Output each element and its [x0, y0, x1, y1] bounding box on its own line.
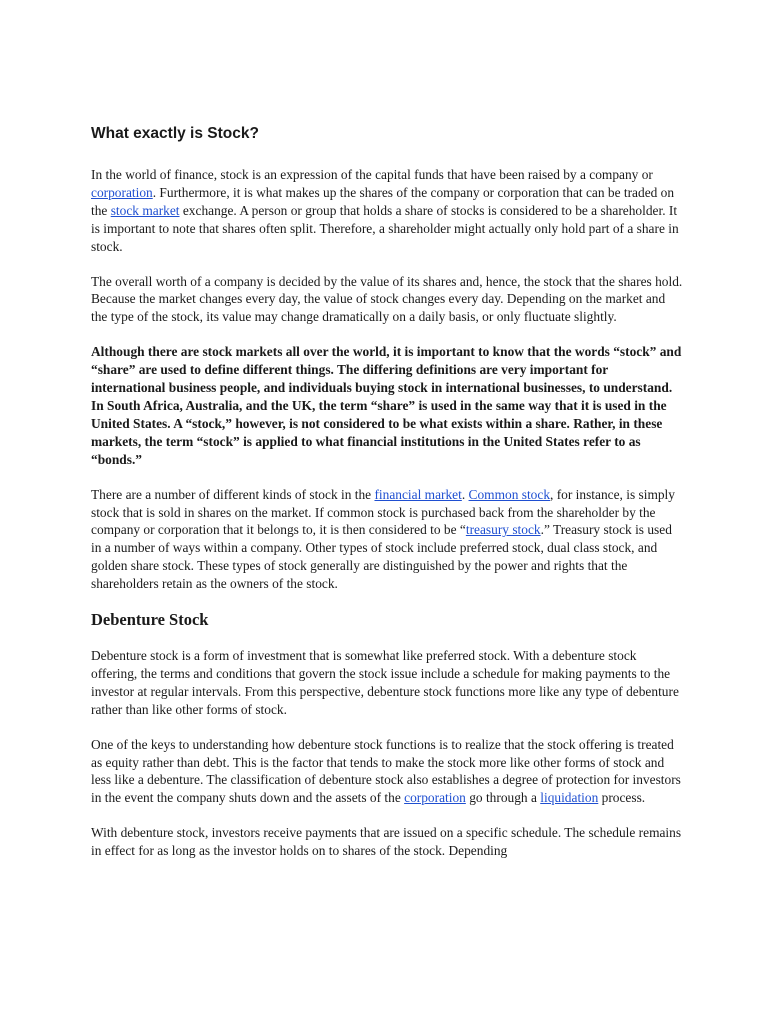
- paragraph-4-text-c: , for instance, is simply stock that is sold in shares on the market. If common stock is purchased back from the shareholder by the company or corporation that it belongs to, it is then considered to be “: [91, 486, 675, 538]
- paragraph-4-text-b: .: [461, 486, 469, 502]
- paragraph-4-text-d: .” Treasury stock is used in a number of ways within a company. Other types of stock include preferred stock, dual class stock, and golden share stock. These types of stock generally are distinguished by the power and rights that the shareholders retain as the owners of the stock.: [91, 522, 672, 592]
- paragraph-6-text-b: go through a: [465, 790, 541, 806]
- link-treasury-stock[interactable]: treasury stock: [465, 522, 541, 538]
- paragraph-5: Debenture stock is a form of investment that is somewhat like preferred stock. With a debenture stock offering, the terms and conditions that govern the stock issue include a schedule for making payments to the investor at regular intervals. From this perspective, debenture stock functions more like any type of debenture rather than like other forms of stock.: [91, 648, 679, 717]
- link-stock-market[interactable]: stock market: [110, 202, 180, 218]
- paragraph-2: The overall worth of a company is decided by the value of its shares and, hence, the stock that the shares hold. Because the market changes every day, the value of stock changes every day. Depending on the market and the type of the stock, its value may change dramatically on a daily basis, or only fluctuate slightly.: [91, 273, 683, 325]
- article-body: [91, 125, 683, 877]
- link-common-stock[interactable]: Common stock: [468, 486, 551, 502]
- paragraph-4-text-a: There are a number of different kinds of stock in the: [91, 486, 375, 502]
- paragraph-1-text-b: . Furthermore, it is what makes up the shares of the company or corporation that can be traded on the: [91, 184, 675, 218]
- article-title: What exactly is Stock?: [91, 125, 259, 142]
- paragraph-4: [91, 486, 683, 593]
- paragraph-1-text-a: In the world of finance, stock is an expression of the capital funds that have been raised by a company or: [91, 167, 653, 182]
- paragraph-6: [91, 736, 683, 808]
- link-financial-market[interactable]: financial market: [374, 486, 462, 502]
- link-corporation-2[interactable]: corporation: [404, 790, 466, 806]
- link-liquidation[interactable]: liquidation: [540, 790, 599, 806]
- paragraph-6-text-a: One of the keys to understanding how debenture stock functions is to realize that the stock offering is treated as equity rather than debt. This is the factor that tends to make the stock more like other forms of stock and less like a debenture. The classification of debenture stock also establishes a degree of protection for investors in the event the company shuts down and the assets of the: [91, 736, 681, 806]
- link-corporation[interactable]: corporation: [91, 184, 153, 200]
- paragraph-7: With debenture stock, investors receive payments that are issued on a specific schedule. The schedule remains in effect for as long as the investor holds on to shares of the stock. Depending: [91, 825, 682, 859]
- paragraph-1-text-c: exchange. A person or group that holds a share of stocks is considered to be a shareholder. It is important to note that shares often split. Therefore, a shareholder might actually only hold part of a share in stock.: [91, 202, 679, 254]
- section-heading-debenture-stock: Debenture Stock: [91, 610, 209, 630]
- paragraph-6-text-c: process.: [598, 790, 646, 806]
- paragraph-1: [91, 166, 683, 256]
- paragraph-3-bold: Although there are stock markets all over the world, it is important to know that the words “stock” and “share” are used to define different things. The differing definitions are very important for international business people, and individuals buying stock in international businesses, to understand. In South Africa, Australia, and the UK, the term “share” is used in the same way that it is used in the United States. A “stock,” however, is not considered to be what exists within a share. Rather, in these markets, the term “stock” is applied to what financial institutions in the United States refer to as “bonds.”: [91, 344, 682, 467]
